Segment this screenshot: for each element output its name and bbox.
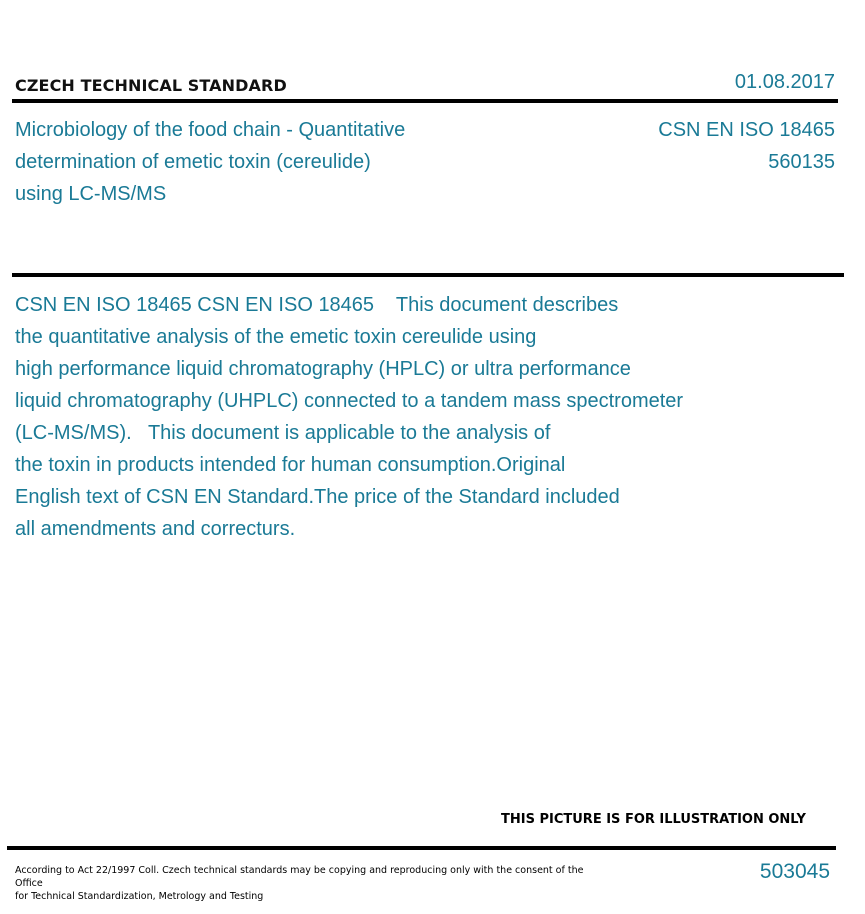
footnote-line: for Technical Standardization, Metrology and Testing	[15, 891, 264, 902]
title-divider	[12, 273, 844, 277]
title-line: using LC-MS/MS	[15, 183, 167, 205]
standard-description	[15, 289, 815, 545]
header-divider	[12, 99, 838, 103]
description-line: the toxin in products intended for human consumption.Original	[15, 454, 566, 476]
description-line: CSN EN ISO 18465 CSN EN ISO 18465 This document describes	[15, 294, 619, 316]
illustration-note: THIS PICTURE IS FOR ILLUSTRATION ONLY	[501, 812, 806, 827]
description-line: high performance liquid chromatography (HPLC) or ultra performance	[15, 358, 631, 380]
publication-date: 01.08.2017	[734, 71, 835, 93]
footer-divider	[7, 846, 836, 850]
description-line: (LC-MS/MS). This document is applicable to the analysis of	[15, 422, 551, 444]
class-number: 560135	[768, 151, 835, 173]
description-line: liquid chromatography (UHPLC) connected to a tandem mass spectrometer	[15, 390, 684, 412]
standard-codes	[658, 114, 835, 178]
description-line: the quantitative analysis of the emetic toxin cereulide using	[15, 326, 537, 348]
description-line: English text of CSN EN Standard.The price of the Standard included	[15, 486, 620, 508]
description-line: all amendments and correcturs.	[15, 518, 296, 540]
title-line: Microbiology of the food chain - Quantitative	[15, 119, 406, 141]
legal-footnote	[15, 864, 595, 903]
title-line: determination of emetic toxin (cereulide)	[15, 151, 371, 173]
footer-code: 503045	[759, 860, 830, 883]
footnote-line: According to Act 22/1997 Coll. Czech technical standards may be copying and reproducing only with the consent of the Office	[15, 865, 584, 889]
document-type-label: CZECH TECHNICAL STANDARD	[15, 76, 287, 95]
standard-number: CSN EN ISO 18465	[658, 119, 835, 141]
standard-title	[15, 114, 485, 210]
